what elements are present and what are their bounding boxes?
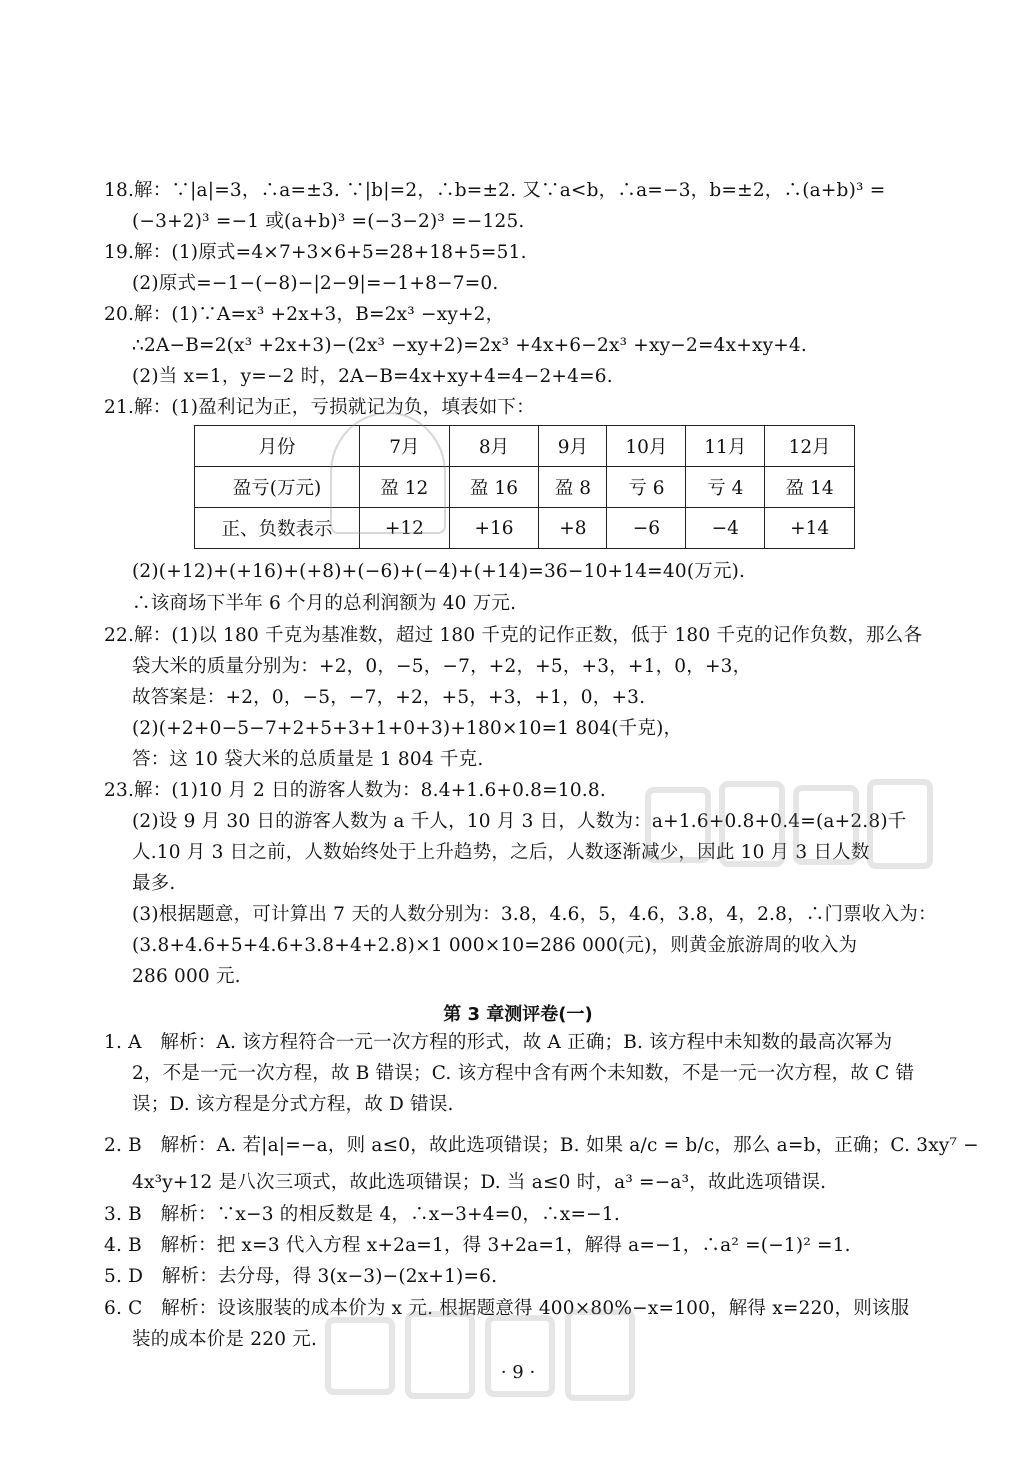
table-row bbox=[195, 426, 855, 467]
table-cell: 月份 bbox=[195, 426, 360, 467]
page-number: · 9 · bbox=[500, 1362, 536, 1383]
answer-23-line-2: (2)设 9 月 30 日的游客人数为 a 千人，10 月 3 日，人数为：a+1.6+0.8+0.4=(a+2.8)千 bbox=[132, 811, 907, 832]
table-cell: 盈 14 bbox=[765, 467, 855, 508]
profit-table bbox=[194, 425, 855, 549]
q4-line: 4. B 解析：把 x=3 代入方程 x+2a=1，得 3+2a=1，解得 a=−1，∴a² =(−1)² =1. bbox=[104, 1235, 851, 1256]
table-cell: 盈亏(万元) bbox=[195, 467, 360, 508]
answer-23-line-1: 23.解：(1)10 月 2 日的游客人数为：8.4+1.6+0.8=10.8. bbox=[104, 780, 606, 801]
table-cell: 12月 bbox=[765, 426, 855, 467]
chapter-title: 第 3 章测评卷(一) bbox=[443, 1004, 593, 1025]
answer-20-line-2: ∴2A−B=2(x³ +2x+3)−(2x³ −xy+2)=2x³ +4x+6−2x³ +xy−2=4x+xy+4. bbox=[132, 335, 807, 356]
table-cell: −6 bbox=[607, 508, 686, 549]
answer-19-line-1: 19.解：(1)原式=4×7+3×6+5=28+18+5=51. bbox=[104, 242, 527, 263]
table-cell: 盈 8 bbox=[539, 467, 607, 508]
answer-22-line-4: (2)(+2+0−5−7+2+5+3+1+0+3)+180×10=1 804(千克)， bbox=[132, 718, 683, 739]
answer-18-line-2: (−3+2)³ =−1 或(a+b)³ =(−3−2)³ =−125. bbox=[132, 211, 525, 232]
answer-21-line-1: 21.解：(1)盈利记为正，亏损就记为负，填表如下： bbox=[104, 397, 535, 418]
table-cell: 10月 bbox=[607, 426, 686, 467]
table-cell: 盈 16 bbox=[449, 467, 539, 508]
table-cell: 亏 6 bbox=[607, 467, 686, 508]
table-cell: +8 bbox=[539, 508, 607, 549]
answer-23-line-5: (3)根据题意，可计算出 7 天的人数分别为：3.8，4.6，5，4.6，3.8，4，2.8，∴门票收入为： bbox=[132, 904, 937, 925]
table-row bbox=[195, 508, 855, 549]
table-row bbox=[195, 467, 855, 508]
table-cell: +16 bbox=[449, 508, 539, 549]
table-cell: +14 bbox=[765, 508, 855, 549]
table-cell: 正、负数表示 bbox=[195, 508, 360, 549]
answer-23-line-4: 最多. bbox=[132, 873, 176, 894]
answer-18-line-1: 18.解：∵|a|=3，∴a=±3. ∵|b|=2，∴b=±2. 又∵a<b，∴a=−3，b=±2，∴(a+b)³ = bbox=[104, 180, 886, 201]
answer-21-line-3: ∴该商场下半年 6 个月的总利润额为 40 万元. bbox=[132, 593, 517, 614]
q6-line-2: 装的成本价是 220 元. bbox=[132, 1329, 318, 1350]
q5-line: 5. D 解析：去分母，得 3(x−3)−(2x+1)=6. bbox=[104, 1266, 498, 1287]
table-cell: 7月 bbox=[360, 426, 450, 467]
table-cell: +12 bbox=[360, 508, 450, 549]
table-cell: 盈 12 bbox=[360, 467, 450, 508]
answer-23-line-6: (3.8+4.6+5+4.6+3.8+4+2.8)×1 000×10=286 000(元)，则黄金旅游周的收入为 bbox=[132, 935, 858, 956]
answer-22-line-5: 答：这 10 袋大米的总质量是 1 804 千克. bbox=[132, 749, 484, 770]
table-cell: 11月 bbox=[686, 426, 765, 467]
table-cell: −4 bbox=[686, 508, 765, 549]
q1-line-2: 2，不是一元一次方程，故 B 错误；C. 该方程中含有两个未知数，不是一元一次方程，故 C 错 bbox=[132, 1063, 915, 1084]
answer-22-line-2: 袋大米的质量分别为：+2，0，−5，−7，+2，+5，+3，+1，0，+3， bbox=[132, 656, 752, 677]
answer-22-line-3: 故答案是：+2，0，−5，−7，+2，+5，+3，+1，0，+3. bbox=[132, 687, 646, 708]
q2-line-2: 4x³y+12 是八次三项式，故此选项错误；D. 当 a≤0 时，a³ =−a³，故此选项错误. bbox=[132, 1172, 827, 1193]
q1-line-1: 1. A 解析：A. 该方程符合一元一次方程的形式，故 A 正确；B. 该方程中未知数的最高次幂为 bbox=[104, 1032, 893, 1053]
table-cell: 8月 bbox=[449, 426, 539, 467]
table-cell: 亏 4 bbox=[686, 467, 765, 508]
q1-line-3: 误；D. 该方程是分式方程，故 D 错误. bbox=[132, 1094, 454, 1115]
answer-23-line-3: 人.10 月 3 日之前，人数始终处于上升趋势，之后，人数逐渐减少，因此 10 月 3 日人数 bbox=[132, 842, 870, 863]
q2-line-1: 2. B 解析：A. 若|a|=−a，则 a≤0，故此选项错误；B. 如果 a/c = b/c，那么 a=b，正确；C. 3xy⁷ − bbox=[104, 1135, 979, 1156]
answer-21-line-2: (2)(+12)+(+16)+(+8)+(−6)+(−4)+(+14)=36−10+14=40(万元). bbox=[132, 561, 746, 582]
answer-19-line-2: (2)原式=−1−(−8)−|2−9|=−1+8−7=0. bbox=[132, 273, 499, 294]
table-cell: 9月 bbox=[539, 426, 607, 467]
answer-20-line-1: 20.解：(1)∵A=x³ +2x+3，B=2x³ −xy+2， bbox=[104, 304, 505, 325]
q6-line-1: 6. C 解析：设该服装的成本价为 x 元. 根据题意得 400×80%−x=100，解得 x=220，则该服 bbox=[104, 1298, 910, 1319]
q3-line: 3. B 解析：∵x−3 的相反数是 4，∴x−3+4=0，∴x=−1. bbox=[104, 1204, 620, 1225]
answer-20-line-3: (2)当 x=1，y=−2 时，2A−B=4x+xy+4=4−2+4=6. bbox=[132, 366, 613, 387]
answer-23-line-7: 286 000 元. bbox=[132, 966, 241, 987]
answer-22-line-1: 22.解：(1)以 180 千克为基准数，超过 180 千克的记作正数，低于 180 千克的记作负数，那么各 bbox=[104, 625, 923, 646]
